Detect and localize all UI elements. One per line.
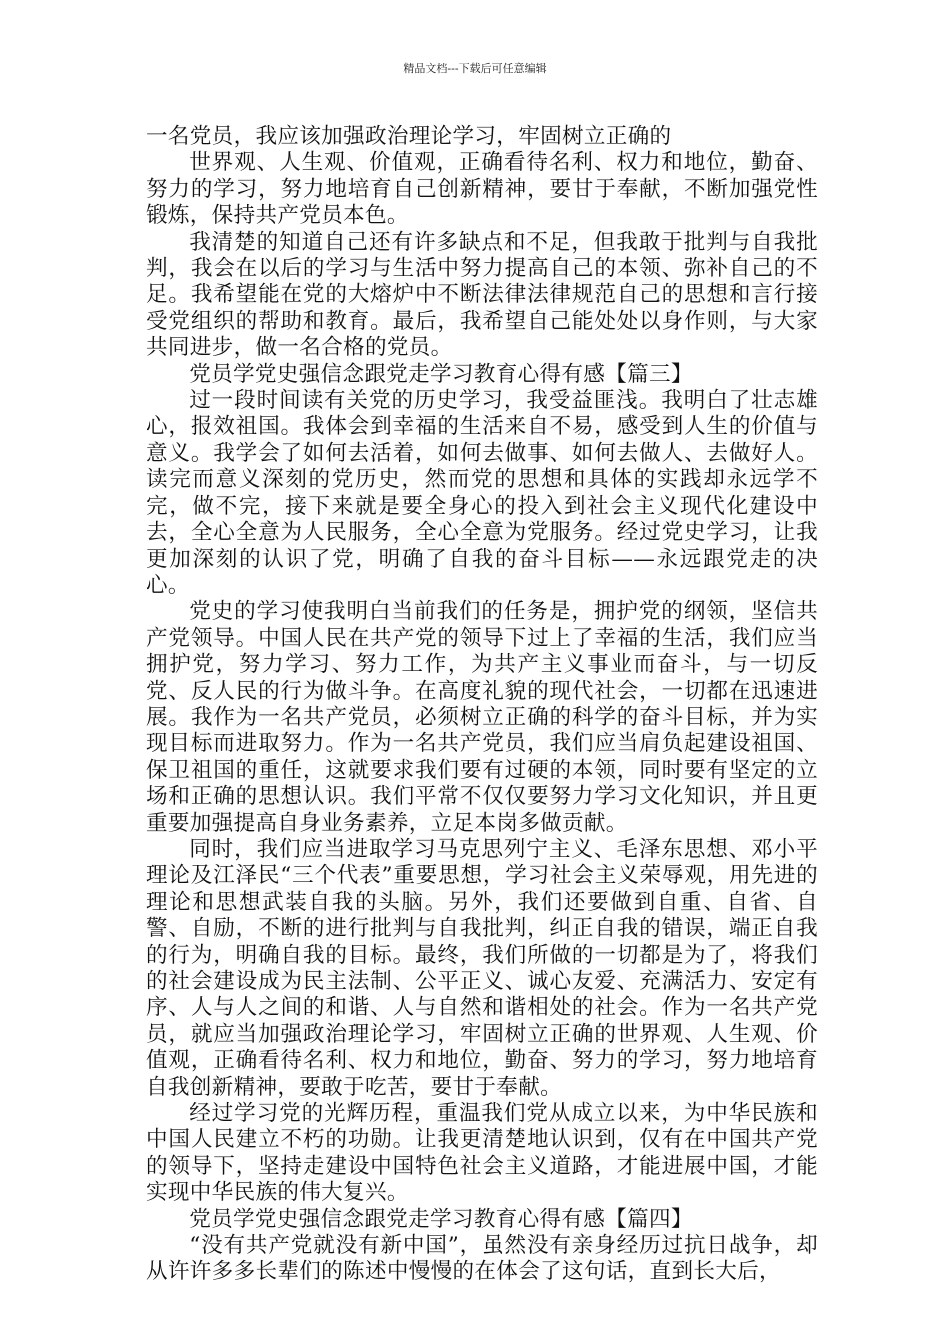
document-body: [146, 124, 818, 1286]
page-header: 精品文档---下载后可任意编辑: [403, 62, 547, 75]
paragraph-5: 党史的学习使我明白当前我们的任务是，拥护党的纲领，坚信共产党领导。中国人民在共产党的领导下过上了幸福的生活，我们应当拥护党，努力学习、努力工作，为共产主义事业而奋斗，与一切反党、反人民的行为做斗争。在高度礼貌的现代社会，一切都在迅速进展。我作为一名共产党员，必须树立正确的科学的奋斗目标，并为实现目标而进取努力。作为一名共产党员，我们应当肩负起建设祖国、保卫祖国的重任，这就要求我们要有过硬的本领，同时要有坚定的立场和正确的思想认识。我们平常不仅仅要努力学习文化知识，并且更重要加强提高自身业务素养，立足本岗多做贡献。: [146, 599, 818, 836]
section-heading-4: 党员学党史强信念跟党走学习教育心得有感【篇四】: [189, 1206, 693, 1232]
paragraph-6: 同时，我们应当进取学习马克思列宁主义、毛泽东思想、邓小平理论及江泽民“三个代表”重要思想，学习社会主义荣辱观，用先进的理论和思想武装自我的头脑。另外，我们还要做到自重、自省、自警、自励，不断的进行批判与自我批判，纠正自我的错误，端正自我的行为，明确自我的目标。最终，我们所做的一切都是为了，将我们的社会建设成为民主法制、公平正义、诚心友爱、充满活力、安定有序、人与人之间的和谐、人与自然和谐相处的社会。作为一名共产党员，就应当加强政治理论学习，牢固树立正确的世界观、人生观、价值观，正确看待名利、权力和地位，勤奋、努力的学习，努力地培育自我创新精神，要敢于吃苦，要甘于奉献。: [146, 836, 818, 1100]
paragraph-8: “没有共产党就没有新中国”，虽然没有亲身经历过抗日战争，却从许许多多长辈们的陈述中慢慢的在体会了这句话，直到长大后，: [146, 1233, 818, 1285]
paragraph-3: 我清楚的知道自己还有许多缺点和不足，但我敢于批判与自我批判，我会在以后的学习与生活中努力提高自己的本领、弥补自己的不足。我希望能在党的大熔炉中不断法律法律规范自己的思想和言行接受党组织的帮助和教育。最后，我希望自己能处处以身作则，与大家共同进步，做一名合格的党员。: [146, 229, 818, 361]
paragraph-1: 一名党员，我应该加强政治理论学习，牢固树立正确的: [146, 124, 672, 149]
section-heading-3: 党员学党史强信念跟党走学习教育心得有感【篇三】: [189, 361, 693, 387]
paragraph-7: 经过学习党的光辉历程，重温我们党从成立以来，为中华民族和中国人民建立不朽的功勋。让我更清楚地认识到，仅有在中国共产党的领导下，坚持走建设中国特色社会主义道路，才能进展中国，才能实现中华民族的伟大复兴。: [146, 1101, 818, 1206]
paragraph-4: 过一段时间读有关党的历史学习，我受益匪浅。我明白了壮志雄心，报效祖国。我体会到幸福的生活来自不易，感受到人生的价值与意义。我学会了如何去活着，如何去做事、如何去做人、去做好人。读完而意义深刻的党历史，然而党的思想和具体的实践却永远学不完，做不完，接下来就是要全身心的投入到社会主义现代化建设中去，全心全意为人民服务，全心全意为党服务。经过党史学习，让我更加深刻的认识了党，明确了自我的奋斗目标——永远跟党走的决心。: [146, 388, 818, 598]
paragraph-2: 世界观、人生观、价值观，正确看待名利、权力和地位，勤奋、努力的学习，努力地培育自己创新精神，要甘于奉献，不断加强党性锻炼，保持共产党员本色。: [146, 150, 818, 229]
